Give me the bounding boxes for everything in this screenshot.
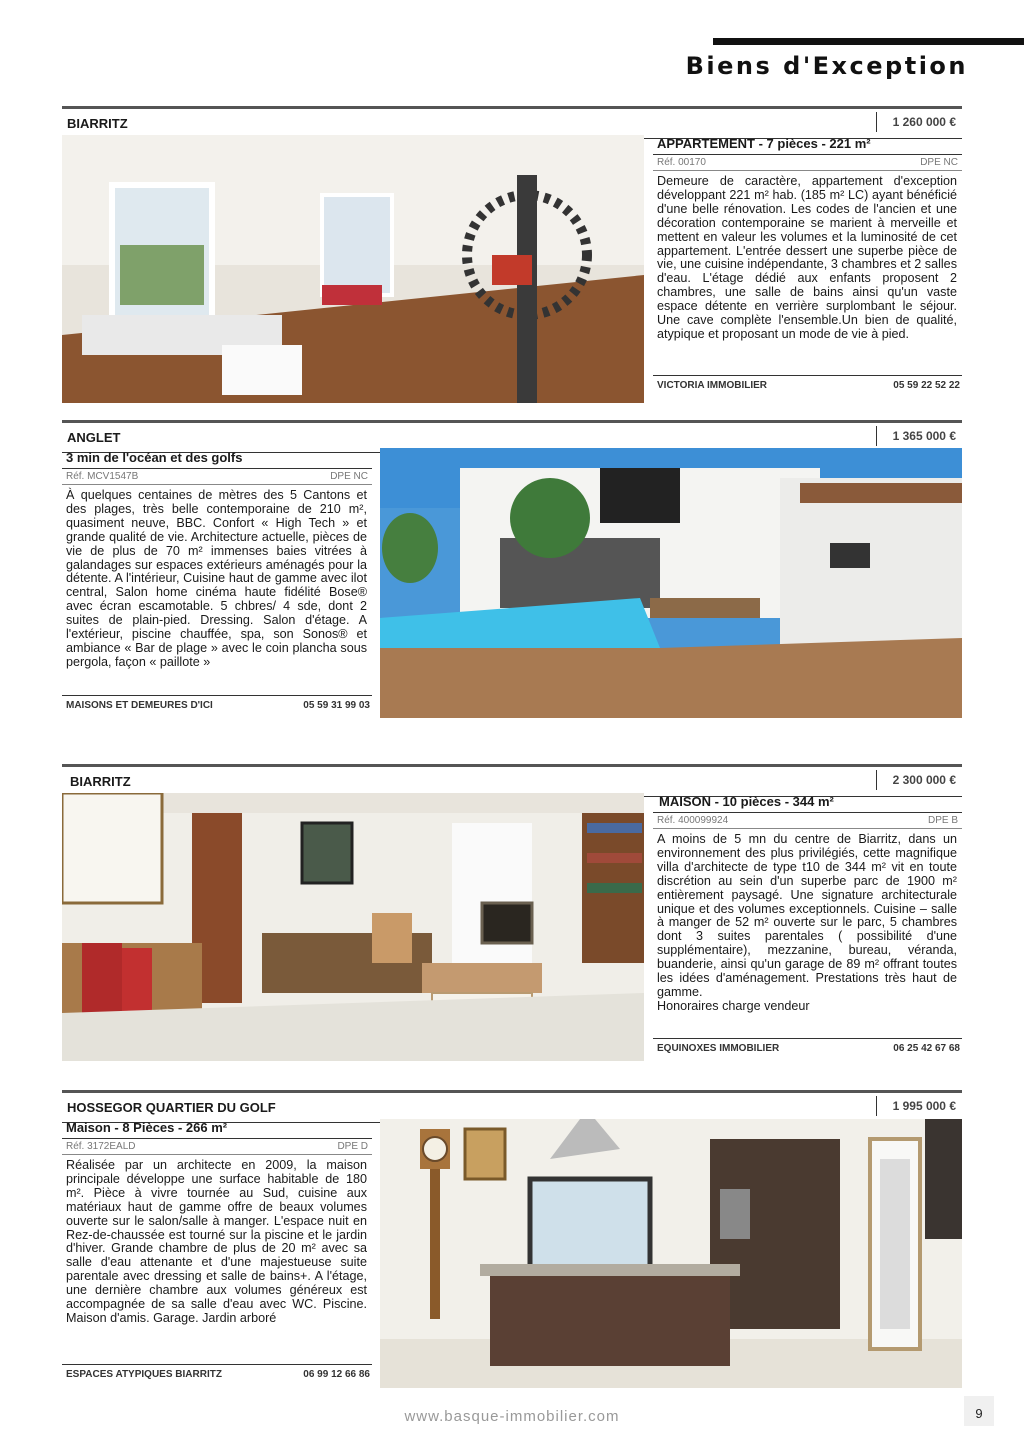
listing-city: BIARRITZ <box>70 774 131 789</box>
agency-name: VICTORIA IMMOBILIER <box>657 380 767 391</box>
agency-row <box>62 695 372 714</box>
agency-phone[interactable]: 05 59 31 99 03 <box>303 700 370 711</box>
agency-row <box>62 1364 372 1383</box>
listing-description: Demeure de caractère, appartement d'exception développant 221 m² hab. (185 m² LC) ayant bénéficié d'une belle rénovation. Les codes de l'ancien et une décoration contemporaine se marient à merveille et mettent en valeur les volumes et la luminosité de cet appartement. L'entrée dessert une superbe pièce de vie, une cuisine indépendante, 3 chambres et 2 salles d'eau. L'étage dédié aux enfants proposent 2 chambres, une salle de bains ainsi qu'un vaste espace détente en verrière surplombant le séjour. Une cave complète l'ensemble.Un bien de qualité, atypique et proposant un mode de vie à pied. <box>657 174 957 341</box>
agency-name: MAISONS ET DEMEURES D'ICI <box>66 700 213 711</box>
listing-price: 1 365 000 € <box>876 426 962 446</box>
listing-fees-note: Honoraires charge vendeur <box>657 998 810 1013</box>
listing-card <box>62 420 962 718</box>
agency-row <box>653 375 962 394</box>
listing-header <box>62 770 962 792</box>
agency-row <box>653 1038 962 1057</box>
listing-dpe: DPE B <box>927 815 958 826</box>
listing-city: BIARRITZ <box>67 116 128 131</box>
ref-row <box>653 813 962 829</box>
agency-name: EQUINOXES IMMOBILIER <box>657 1043 780 1054</box>
ref-row <box>62 1139 372 1155</box>
kitchen-photo[interactable] <box>380 1119 962 1388</box>
listing-info <box>653 135 962 342</box>
listing-dpe: DPE D <box>337 1141 368 1152</box>
listing-price: 1 995 000 € <box>876 1096 962 1116</box>
listing-ref: Réf. 3172EALD <box>66 1141 136 1152</box>
listing-header <box>62 1096 962 1118</box>
living-room-photo[interactable] <box>62 135 644 403</box>
listing-price: 2 300 000 € <box>876 770 962 790</box>
listing-header <box>62 112 962 134</box>
ref-row <box>62 469 372 485</box>
section-title: Biens d'Exception <box>685 52 968 80</box>
listing-card <box>62 1090 962 1390</box>
listing-description: A moins de 5 mn du centre de Biarritz, dans un environnement des plus privilégiés, cette magnifique villa d'architecte de type t10 de 344 m² vit en toute discrétion au sein d'un superbe parc de 1900 m² entièrement paysagé. Une signature architecturale unique et des volumes exceptionnels. Cuisine – salle à manger de 52 m² ouverte sur le parc, 5 chambres dont 3 suites parentales ( possibilité d'une supplémentaire), mezzanine, bureau, véranda, buanderie, ainsi qu'un garage de 89 m² offrant toutes les idées d'aménagement. Prestations très haut de gamme. <box>657 832 957 999</box>
listing-description: À quelques centaines de mètres des 5 Cantons et des plages, très belle contemporaine de 210 m², quasiment neuve, BBC. Confort « High Tech » et grande qualité de vie. Architecture actuelle, pièces de vie de plus de 70 m² immenses baies vitrées à galandages sur espaces extérieurs aménagés pour la détente. A l'intérieur, Cuisine haut de gamme avec ilot central, Salon home cinéma haute fidélité Bose® avec écran escamotable. 5 chbres/ 4 sde, dont 2 suites de plain-pied. Dressing. Salon d'étage. A l'extérieur, piscine chauffée, spa, son Sonos® et ambiance « Bar de plage » avec le coin plancha sous pergola, façon « paillote » <box>66 488 367 669</box>
listing-card <box>62 106 962 404</box>
pool-house-photo[interactable] <box>380 448 962 718</box>
listing-info <box>62 449 372 670</box>
listing-ref: Réf. 00170 <box>657 157 706 168</box>
listing-type-title: APPARTEMENT - 7 pièces - 221 m² <box>653 135 962 155</box>
listing-type-title: Maison - 8 Pièces - 266 m² <box>62 1119 372 1139</box>
listing-description: Réalisée par un architecte en 2009, la maison principale développe une surface habitable de 180 m². Pièce à vivre tournée au Sud, cuisine aux matériaux haut de gamme offre de beaux volumes ouverte sur le salon/salle à manger. L'espace nuit en Rez-de-chaussée est tourné sur la piscine et le jardin d'hiver. Grande chambre de plus de 20 m² avec sa salle d'eau attenante et d'une majestueuse suite parentale avec dressing et salle de bains+. A l'étage, une dernière chambre aux volumes généreux est accompagnée de sa salle d'eau avec WC. Piscine. Maison d'amis. Garage. Jardin arboré <box>66 1158 367 1325</box>
listing-info <box>62 1119 372 1326</box>
listing-info <box>653 793 962 1014</box>
page-number: 9 <box>964 1396 994 1426</box>
listing-type-title: MAISON - 10 pièces - 344 m² <box>653 793 962 813</box>
listing-city: ANGLET <box>67 430 121 445</box>
lounge-photo[interactable] <box>62 793 644 1061</box>
listing-dpe: DPE NC <box>920 157 958 168</box>
agency-phone[interactable]: 06 25 42 67 68 <box>893 1043 960 1054</box>
agency-phone[interactable]: 06 99 12 66 86 <box>303 1369 370 1380</box>
listing-ref: Réf. MCV1547B <box>66 471 139 482</box>
footer-website-url[interactable]: www.basque-immobilier.com <box>404 1408 620 1425</box>
listing-city: HOSSEGOR QUARTIER DU GOLF <box>67 1100 276 1115</box>
listing-card <box>62 764 962 1062</box>
header-bar <box>713 38 1024 45</box>
listing-header <box>62 426 962 448</box>
listing-price: 1 260 000 € <box>876 112 962 132</box>
agency-name: ESPACES ATYPIQUES BIARRITZ <box>66 1369 222 1380</box>
listing-ref: Réf. 400099924 <box>657 815 729 826</box>
listing-type-title: 3 min de l'océan et des golfs <box>62 449 372 469</box>
ref-row <box>653 155 962 171</box>
listing-dpe: DPE NC <box>330 471 368 482</box>
agency-phone[interactable]: 05 59 22 52 22 <box>893 380 960 391</box>
